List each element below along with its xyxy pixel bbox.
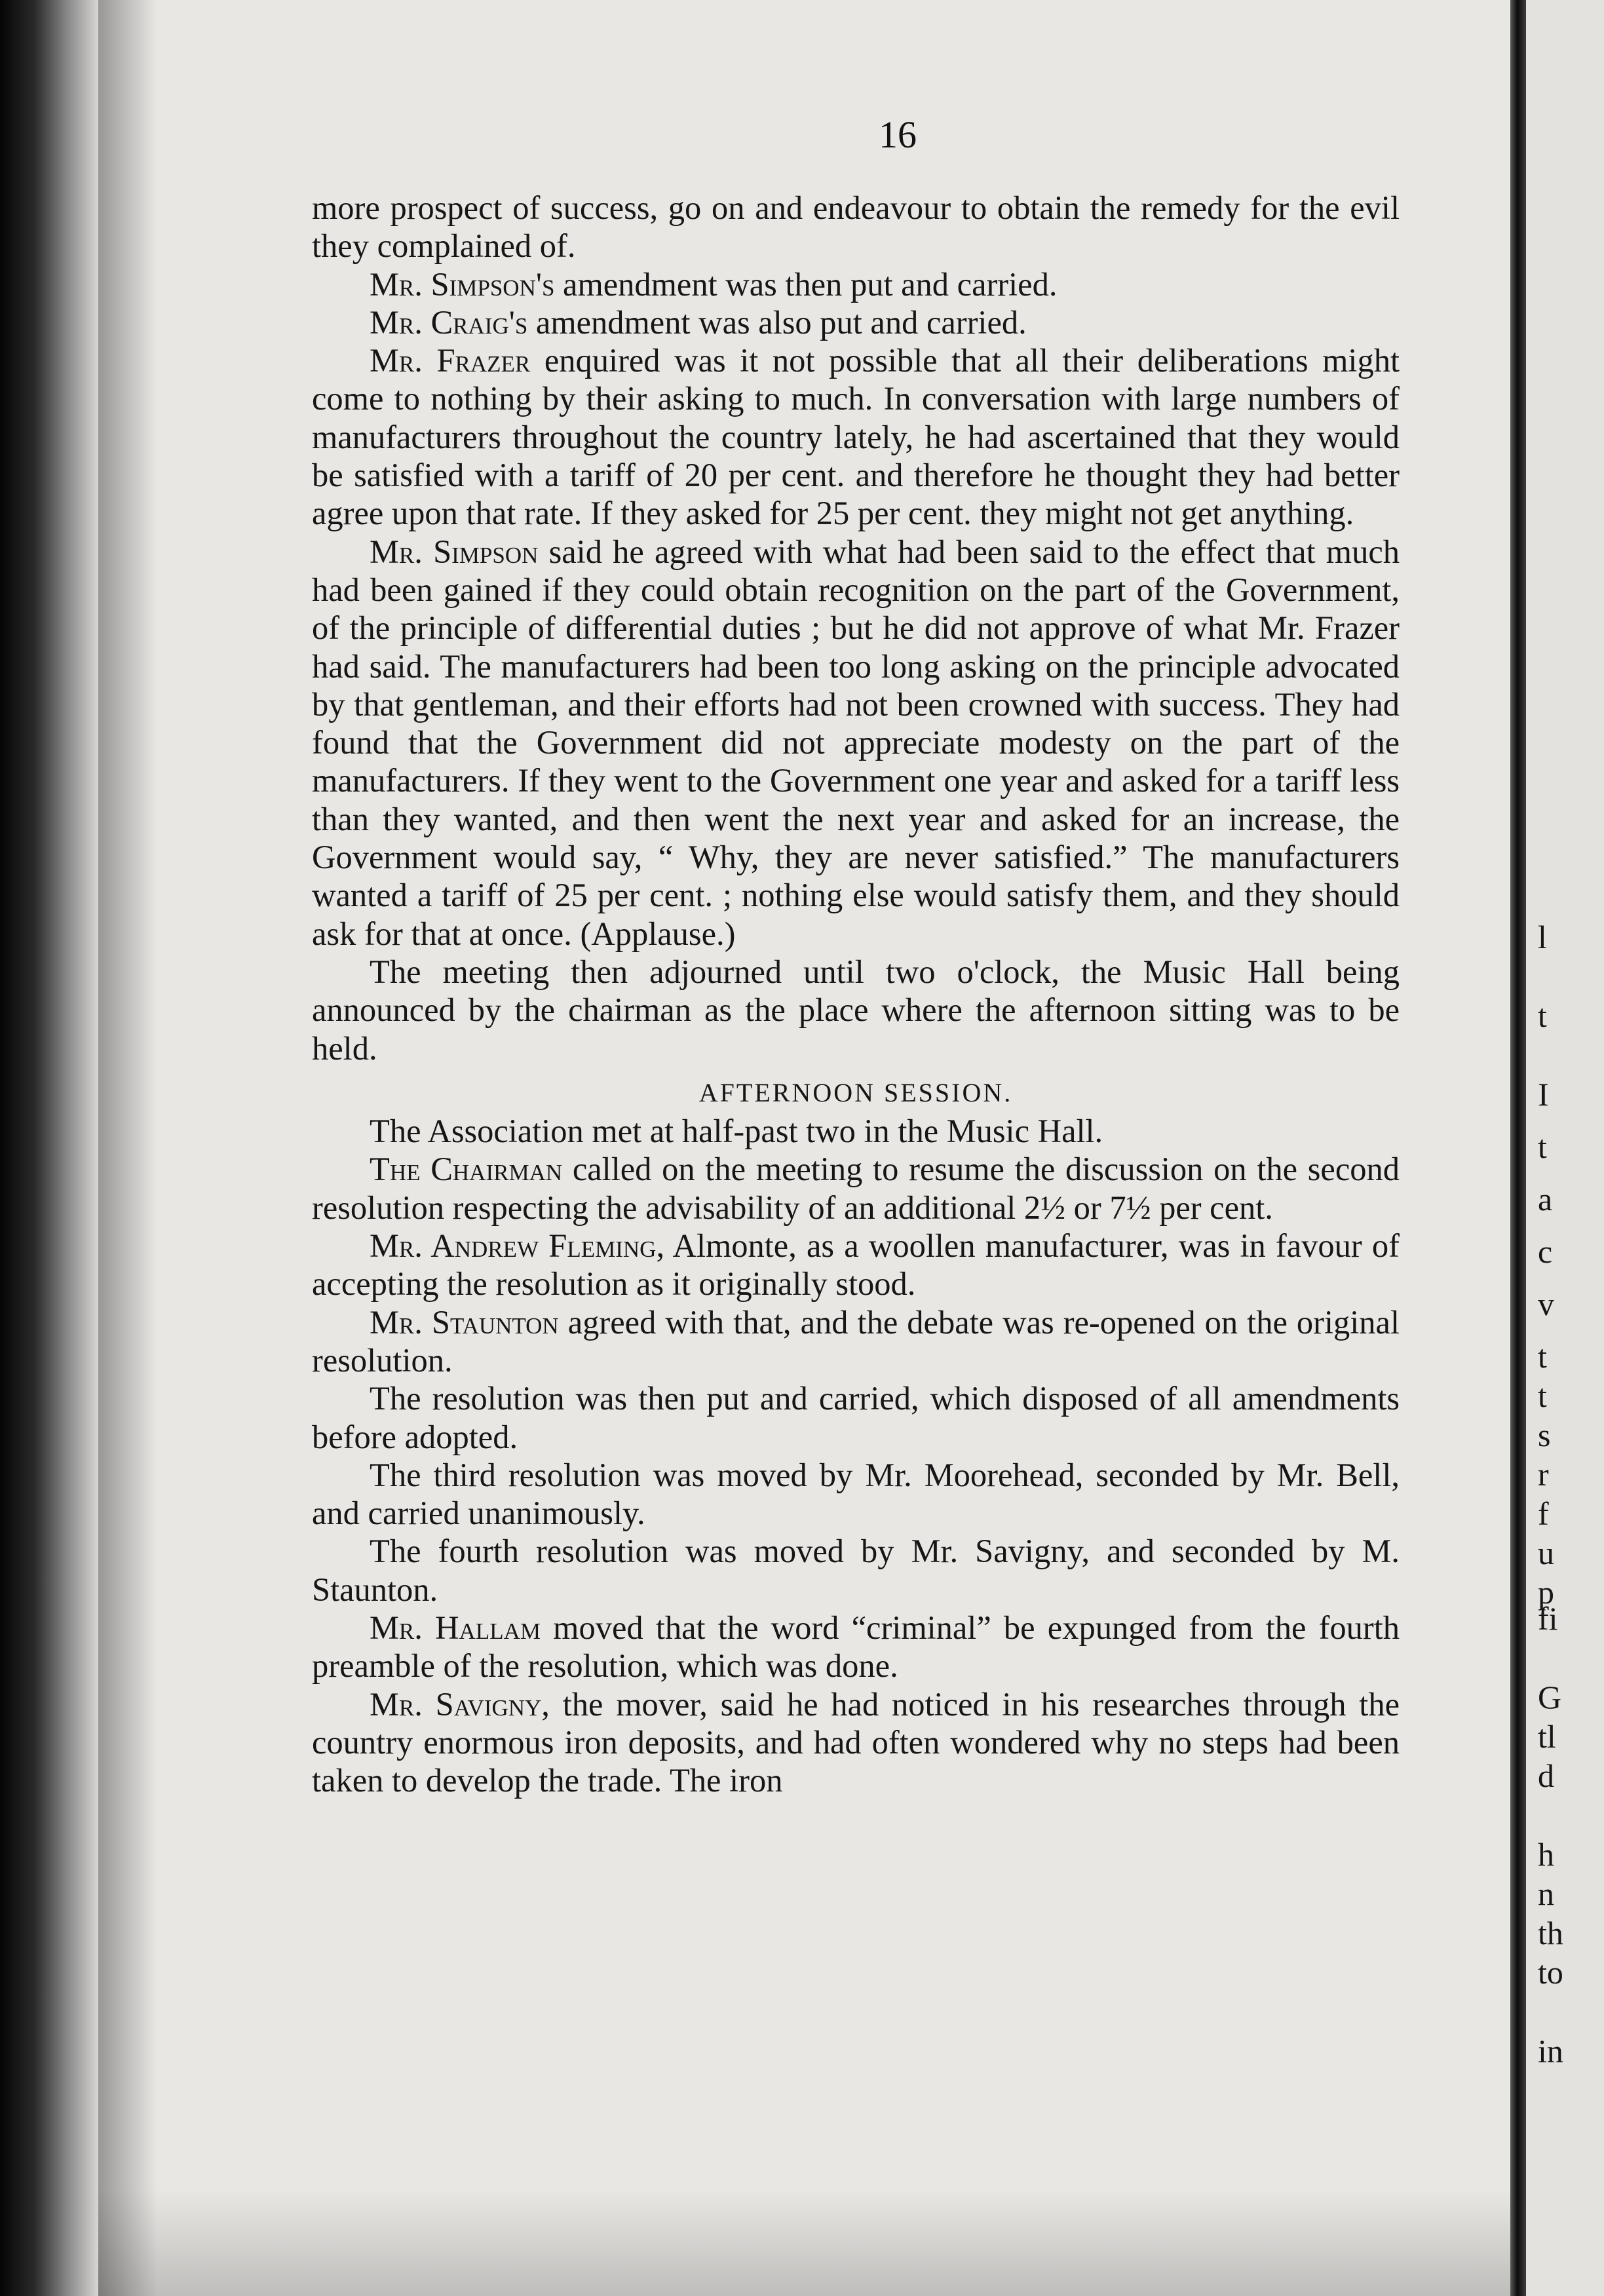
- adjacent-page-letter: f: [1538, 1495, 1549, 1532]
- paragraph-text: called on the meeting to resume the discussion on the second resolution respecting the advisability of an additional 2½ or 7½ per cent.: [312, 1151, 1400, 1226]
- adjacent-page-letter: u: [1538, 1535, 1554, 1571]
- paragraph-text: more prospect of success, go on and endeavour to obtain the remedy for the evil they complained of.: [312, 189, 1400, 265]
- speaker-name: Mr. Andrew Fleming: [370, 1227, 657, 1265]
- book-binding: [0, 0, 98, 2296]
- paragraph: [312, 1303, 1400, 1380]
- paragraph-text: amendment was then put and carried.: [554, 265, 1058, 303]
- speaker-name: Mr. Craig's: [370, 303, 528, 341]
- paragraph: [312, 1685, 1400, 1800]
- paragraph-text: The resolution was then put and carried, which disposed of all amendments before adopted.: [312, 1380, 1400, 1455]
- speaker-name: Mr. Frazer: [370, 342, 531, 379]
- paragraph-text: agreed with that, and the debate was re-opened on the original resolution.: [312, 1303, 1400, 1379]
- paragraph: [312, 1150, 1400, 1227]
- adjacent-page-letter: d: [1538, 1757, 1554, 1794]
- adjacent-page-letter: r: [1538, 1456, 1549, 1493]
- page-divider: [1510, 0, 1526, 2296]
- adjacent-page-letter: t: [1538, 997, 1547, 1034]
- paragraph-text: said he agreed with what had been said to the effect that much had been gained if they could obtain recognition on the part of the Government, of the principle of differential duties ; but he did not approve of what Mr. Frazer had said. The manufacturers had been too long asking on the principle advocated by that gentleman, and their efforts had not been crowned with success. They had found that the Government did not appreciate modesty on the part of the manufacturers. If they went to the Government one year and asked for a tariff less than they wanted, and then went the next year and asked for an increase, the Government would say, “ Why, they are never satisfied.” The manufacturers wanted a tariff of 25 per cent. ; nothing else would satisfy them, and they should ask for that at once. (Applause.): [312, 533, 1400, 952]
- paragraph-text: The Association met at half-past two in the Music Hall.: [370, 1113, 1103, 1150]
- adjacent-page-letter: v: [1538, 1286, 1554, 1322]
- page-number: 16: [879, 113, 917, 156]
- adjacent-page-letter: t: [1538, 1338, 1547, 1375]
- adjacent-page-letter: G: [1538, 1679, 1562, 1715]
- adjacent-page-letter: a: [1538, 1181, 1553, 1217]
- paragraph: [312, 533, 1400, 953]
- adjacent-page-letter: p: [1538, 1574, 1554, 1611]
- paragraph: [312, 1379, 1400, 1456]
- paragraph: [312, 189, 1400, 265]
- section-heading: AFTERNOON SESSION.: [698, 1077, 1013, 1107]
- speaker-name: The Chairman: [370, 1151, 563, 1188]
- page-bottom-shadow: [98, 2189, 1527, 2296]
- adjacent-page-letter: th: [1538, 1915, 1563, 1951]
- paragraph-text: The meeting then adjourned until two o'clock, the Music Hall being announced by the chairman as the place where the afternoon sitting was to be held.: [312, 953, 1400, 1067]
- adjacent-page-letter: to: [1538, 1954, 1563, 1991]
- adjacent-page-letter: fi: [1538, 1600, 1558, 1637]
- paragraph: [312, 1112, 1400, 1150]
- adjacent-page-letter: I: [1538, 1076, 1549, 1113]
- paragraph: [312, 265, 1400, 303]
- gutter-shadow: [98, 0, 157, 2296]
- speaker-name: Mr. Simpson's: [370, 265, 555, 303]
- body-text: [312, 189, 1400, 1799]
- speaker-name: Mr. Simpson: [370, 533, 539, 570]
- paragraph-text: moved that the word “criminal” be expunged from the fourth preamble of the resolution, which was done.: [312, 1609, 1400, 1685]
- paragraph-text: The third resolution was moved by Mr. Moorehead, seconded by Mr. Bell, and carried unanimously.: [312, 1456, 1400, 1532]
- paragraph: [312, 953, 1400, 1067]
- paragraph: [312, 1609, 1400, 1685]
- adjacent-page-edge: [1526, 0, 1604, 2296]
- adjacent-page-letter: h: [1538, 1836, 1554, 1873]
- paragraph-text: , Almonte, as a woollen manufacturer, was in favour of accepting the resolution as it originally stood.: [312, 1227, 1400, 1303]
- adjacent-page-letter: in: [1538, 2033, 1563, 2069]
- speaker-name: Mr. Hallam: [370, 1609, 541, 1646]
- adjacent-page-letter: tl: [1538, 1718, 1556, 1755]
- adjacent-page-letter: t: [1538, 1128, 1547, 1165]
- adjacent-page-letter: s: [1538, 1417, 1551, 1453]
- paragraph-text: enquired was it not possible that all their deliberations might come to nothing by their asking to much. In conversation with large numbers of manufacturers throughout the country lately, he had ascertained that they would be satisfied with a tariff of 20 per cent. and therefore he thought they had better agree upon that rate. If they asked for 25 per cent. they might not get anything.: [312, 342, 1400, 532]
- paragraph: [312, 1227, 1400, 1303]
- speaker-name: Mr. Savigny: [370, 1685, 542, 1723]
- paragraph: [312, 1456, 1400, 1533]
- paragraph: [312, 341, 1400, 532]
- paragraph-text: The fourth resolution was moved by Mr. Savigny, and seconded by M. Staunton.: [312, 1533, 1400, 1608]
- adjacent-page-letter: n: [1538, 1875, 1554, 1912]
- paragraph: [312, 1532, 1400, 1609]
- adjacent-page-letter: t: [1538, 1377, 1547, 1414]
- paragraph: [312, 303, 1400, 341]
- paragraph-text: amendment was also put and carried.: [527, 303, 1027, 341]
- adjacent-page-letter: l: [1538, 919, 1547, 955]
- adjacent-page-letter: c: [1538, 1233, 1553, 1270]
- paragraph-text: , the mover, said he had noticed in his researches through the country enormous iron deposits, and had often wondered why no steps had been taken to develop the trade. The iron: [312, 1685, 1400, 1799]
- speaker-name: Mr. Staunton: [370, 1303, 559, 1341]
